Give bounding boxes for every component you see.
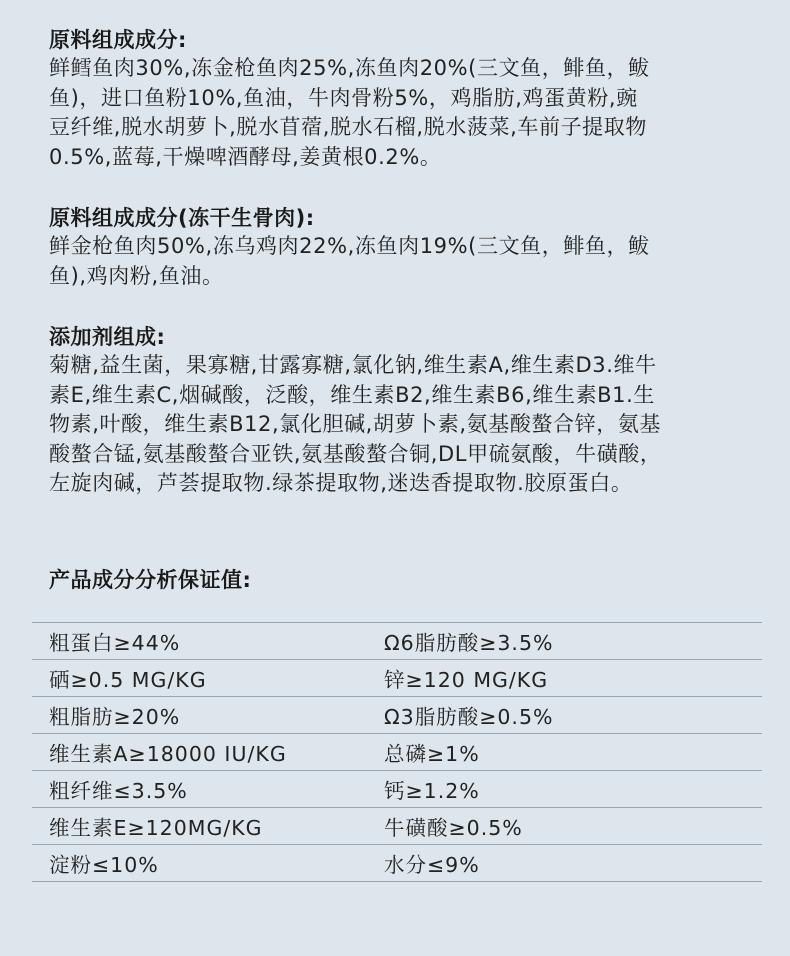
- text-line: 鲜鳕鱼肉30%,冻金枪鱼肉25%,冻鱼肉20%(三文鱼，鲱鱼，鲅: [49, 56, 650, 80]
- table-cell: 粗脂肪≥20%: [49, 705, 181, 729]
- analysis-table: [32, 622, 762, 882]
- table-row: [32, 659, 762, 696]
- analysis-section: [49, 566, 752, 594]
- text-line: 鱼),鸡肉粉,鱼油。: [49, 263, 224, 288]
- section-title: 原料组成成分:: [49, 28, 187, 52]
- table-row: [32, 696, 762, 733]
- table-cell: 硒≥0.5 MG/KG: [49, 668, 207, 692]
- table-cell: 维生素A≥18000 IU/KG: [49, 742, 287, 766]
- freeze-dried-ingredients-section: [49, 204, 752, 291]
- section-body: [49, 232, 752, 291]
- table-row: [32, 807, 762, 844]
- text-line: 0.5%,蓝莓,干燥啤酒酵母,姜黄根0.2%。: [49, 144, 442, 169]
- text-line: 酸螯合锰,氨基酸螯合亚铁,氨基酸螯合铜,DL甲硫氨酸，牛磺酸，: [49, 441, 662, 466]
- section-body: [49, 54, 752, 172]
- ingredients-section: [49, 26, 752, 172]
- table-cell: 粗纤维≤3.5%: [49, 779, 188, 803]
- table-cell: 粗蛋白≥44%: [49, 631, 181, 655]
- section-title: 添加剂组成:: [49, 325, 166, 349]
- table-row: [32, 622, 762, 659]
- text-line: 物素,叶酸，维生素B12,氯化胆碱,胡萝卜素,氨基酸螯合锌，氨基: [49, 412, 662, 436]
- table-cell: 维生素E≥120MG/KG: [49, 816, 263, 840]
- table-row: [32, 844, 762, 882]
- text-line: 菊糖,益生菌，果寡糖,甘露寡糖,氯化钠,维生素A,维生素D3.维牛: [49, 353, 657, 377]
- analysis-title: 产品成分分析保证值:: [49, 568, 252, 592]
- text-line: 鱼)，进口鱼粉10%,鱼油，牛肉骨粉5%，鸡脂肪,鸡蛋黄粉,豌: [49, 85, 638, 110]
- text-line: 鲜金枪鱼肉50%,冻乌鸡肉22%,冻鱼肉19%(三文鱼，鲱鱼，鲅: [49, 234, 650, 258]
- text-line: 豆纤维,脱水胡萝卜,脱水苜蓿,脱水石榴,脱水菠菜,车前子提取物: [49, 115, 647, 139]
- text-line: 左旋肉碱，芦荟提取物.绿茶提取物,迷迭香提取物.胶原蛋白。: [49, 471, 633, 495]
- table-row: [32, 733, 762, 770]
- additives-section: [49, 323, 752, 499]
- section-body: [49, 351, 752, 499]
- table-row: [32, 770, 762, 807]
- section-title: 原料组成成分(冻干生骨肉):: [49, 206, 315, 230]
- text-line: 素E,维生素C,烟碱酸，泛酸，维生素B2,维生素B6,维生素B1.生: [49, 382, 656, 407]
- table-cell: 总磷≥1%: [384, 742, 480, 766]
- table-cell: 淀粉≤10%: [49, 853, 159, 877]
- table-cell: Ω3脂肪酸≥0.5%: [384, 705, 554, 729]
- table-cell: 牛磺酸≥0.5%: [384, 816, 523, 840]
- table-cell: 钙≥1.2%: [384, 779, 480, 803]
- table-cell: 锌≥120 MG/KG: [384, 668, 549, 692]
- table-cell: 水分≤9%: [384, 853, 480, 877]
- table-cell: Ω6脂肪酸≥3.5%: [384, 631, 554, 655]
